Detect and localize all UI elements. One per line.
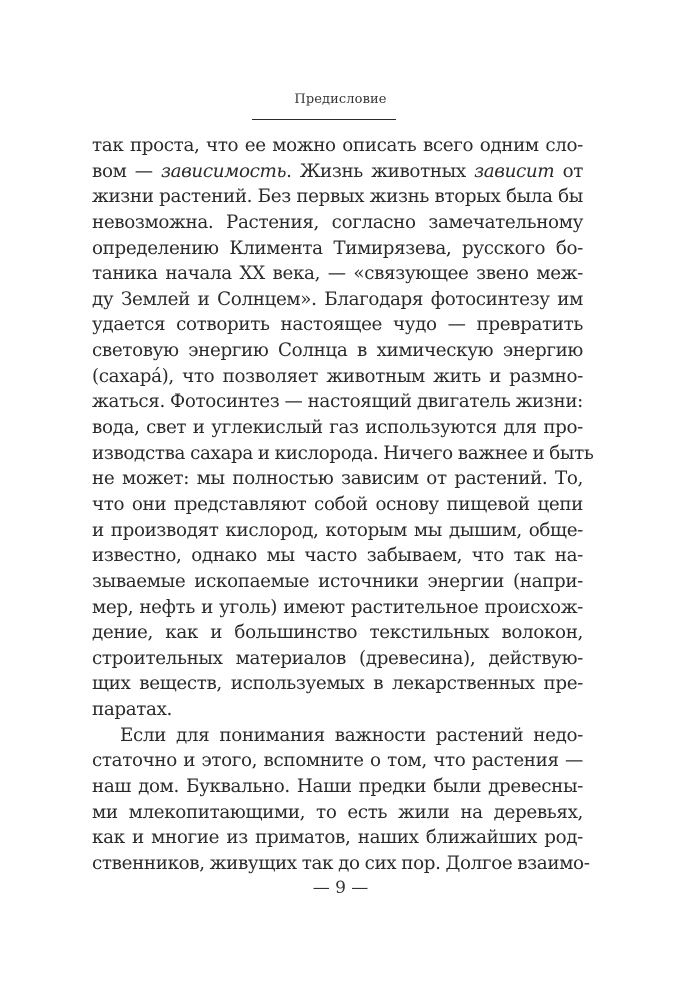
text-line — [92, 466, 583, 492]
text-line — [92, 492, 583, 518]
text-line — [92, 287, 583, 313]
text-line — [92, 441, 594, 467]
text-run: определению Климента Тимирязева, русского бо- — [92, 237, 583, 259]
text-run: щих веществ, используемых в лекарственных пре- — [92, 673, 583, 695]
running-head: Предисловие — [294, 92, 387, 107]
text-line — [92, 312, 583, 338]
text-run: . Жизнь животных — [286, 160, 475, 182]
text-run: ду Землей и Солнцем». Благодаря фотосинтезу им — [92, 288, 583, 310]
text-run: зываемые ископаемые источники энергии (напри- — [92, 570, 583, 592]
text-line — [92, 261, 583, 287]
text-line — [92, 748, 583, 774]
text-line — [92, 723, 583, 749]
text-line — [92, 389, 583, 415]
text-line — [92, 620, 583, 646]
text-run: ми млекопитающими, то есть жили на деревьях, — [92, 801, 583, 823]
text-run: жизни растений. Без первых жизнь вторых была бы — [92, 186, 583, 208]
italic-emphasis: зависимость — [160, 160, 287, 182]
text-run: световую энергию Солнца в химическую энергию — [92, 340, 583, 362]
text-run: дение, как и большинство текстильных волокон, — [92, 622, 583, 644]
text-run: статочно и этого, вспомните о том, что растения — — [92, 750, 583, 772]
text-run: мер, нефть и уголь) имеют растительное происхож- — [92, 596, 583, 618]
text-run: известно, однако мы часто забываем, что так на- — [92, 545, 583, 567]
text-run: изводства сахара и кислорода. Ничего важнее и быть — [92, 442, 594, 464]
text-run: что они представляют собой основу пищевой цепи — [92, 493, 583, 515]
text-line — [92, 851, 590, 877]
text-line — [92, 338, 583, 364]
text-line — [92, 415, 583, 441]
text-run: таника начала XX века, — «связующее звено меж- — [92, 263, 583, 285]
text-run: паратах. — [92, 699, 173, 721]
paragraph — [92, 133, 594, 723]
text-run: ственников, живущих так до сих пор. Долгое взаимо- — [92, 852, 590, 874]
text-line — [92, 159, 583, 185]
text-line — [92, 210, 583, 236]
text-line — [92, 569, 583, 595]
text-line — [92, 774, 583, 800]
text-run: и производят кислород, которым мы дышим, обще- — [92, 519, 583, 541]
text-run: вом — — [92, 160, 161, 182]
text-run: строительных материалов (древесина), действую- — [92, 647, 583, 669]
text-run: от — [554, 160, 583, 182]
text-run: как и многие из приматов, наших ближайших род- — [92, 827, 583, 849]
italic-emphasis: зависит — [474, 160, 555, 182]
text-run: удается сотворить настоящее чудо — превратить — [92, 314, 583, 336]
text-run: Если для понимания важности растений недо- — [120, 724, 583, 746]
text-run: вода, свет и углекислый газ используются для про- — [92, 417, 583, 439]
text-line — [92, 184, 583, 210]
page-number: — 9 — — [312, 878, 369, 898]
text-line — [92, 236, 583, 262]
text-line — [92, 646, 583, 672]
text-line — [92, 518, 583, 544]
body-text — [92, 133, 594, 877]
text-line — [92, 697, 583, 723]
text-run: так проста, что ее можно описать всего одним сло- — [92, 135, 583, 156]
running-head-rule — [252, 119, 396, 120]
text-line — [92, 595, 583, 621]
text-line — [92, 364, 583, 390]
text-line — [92, 133, 583, 159]
text-line — [92, 825, 583, 851]
text-line — [92, 671, 583, 697]
text-run: наш дом. Буквально. Наши предки были древесны- — [92, 776, 583, 798]
text-line — [92, 543, 583, 569]
text-run: не может: мы полностью зависим от растений. То, — [92, 468, 583, 490]
paragraph — [92, 723, 590, 877]
text-run: (сахара́), что позволяет животным жить и размно- — [92, 365, 583, 387]
text-run: жаться. Фотосинтез — настоящий двигатель жизни: — [92, 391, 583, 413]
text-line — [92, 800, 583, 826]
text-run: невозможна. Растения, согласно замечательному — [92, 211, 583, 233]
